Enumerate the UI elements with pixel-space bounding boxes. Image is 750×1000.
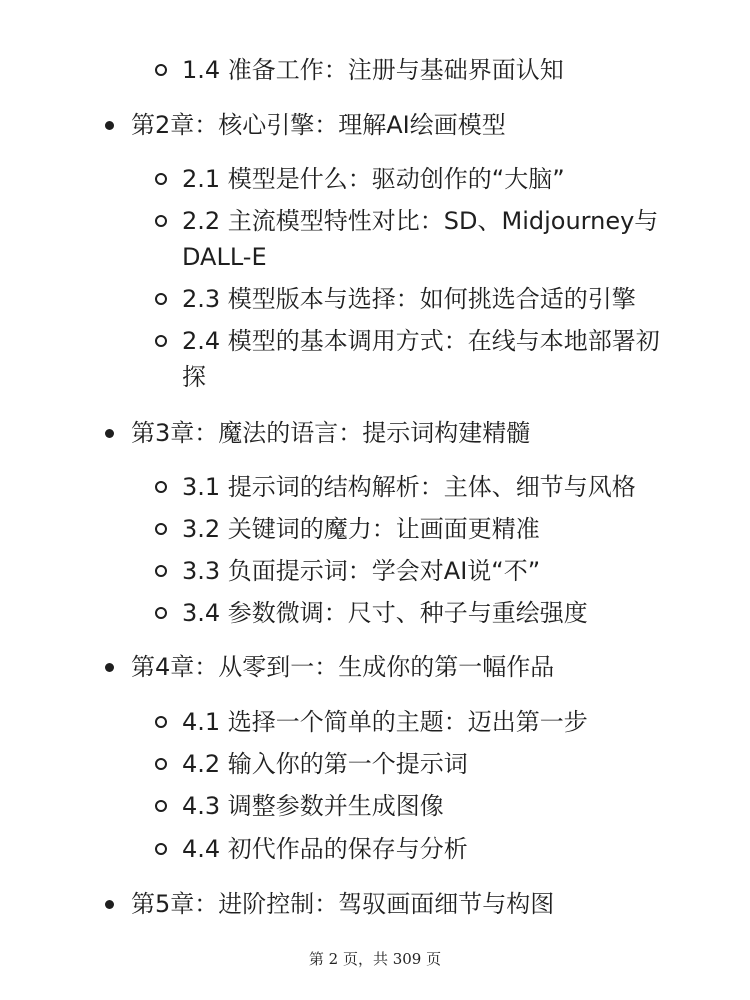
toc-item-chapter xyxy=(105,649,665,685)
toc-item-section xyxy=(155,52,665,88)
toc-item-section xyxy=(155,746,665,782)
toc-item-text: 3.4 参数微调：尺寸、种子与重绘强度 xyxy=(182,599,588,627)
filled-bullet-icon xyxy=(105,121,114,130)
hollow-bullet-icon xyxy=(155,215,167,227)
toc-item-text: 第4章：从零到一：生成你的第一幅作品 xyxy=(131,653,555,681)
toc-item-section xyxy=(155,788,665,824)
toc-item-chapter xyxy=(105,415,665,451)
toc-item-text: 2.4 模型的基本调用方式：在线与本地部署初探 xyxy=(182,327,660,391)
toc-item-chapter xyxy=(105,107,665,143)
hollow-bullet-icon xyxy=(155,758,167,770)
toc-item-text: 3.3 负面提示词：学会对AI说“不” xyxy=(182,557,541,585)
hollow-bullet-icon xyxy=(155,335,167,347)
toc-item-text: 1.4 准备工作：注册与基础界面认知 xyxy=(182,56,564,84)
toc-item-section xyxy=(155,831,665,867)
hollow-bullet-icon xyxy=(155,293,167,305)
toc-item-text: 3.2 关键词的魔力：让画面更精准 xyxy=(182,515,540,543)
toc-item-text: 2.1 模型是什么：驱动创作的“大脑” xyxy=(182,165,565,193)
hollow-bullet-icon xyxy=(155,481,167,493)
toc-item-section xyxy=(155,469,665,505)
toc-item-section xyxy=(155,595,665,631)
filled-bullet-icon xyxy=(105,663,114,672)
toc-item-section xyxy=(155,511,665,547)
toc-item-text: 3.1 提示词的结构解析：主体、细节与风格 xyxy=(182,473,636,501)
filled-bullet-icon xyxy=(105,900,114,909)
toc-item-text: 2.3 模型版本与选择：如何挑选合适的引擎 xyxy=(182,285,636,313)
toc-item-text: 4.1 选择一个简单的主题：迈出第一步 xyxy=(182,708,588,736)
page-number: 第 2 页，共 309 页 xyxy=(308,950,442,968)
toc-item-section xyxy=(155,553,665,589)
toc-item-text: 2.2 主流模型特性对比：SD、Midjourney与DALL-E xyxy=(182,207,659,271)
toc-item-section xyxy=(155,281,665,317)
toc-item-section xyxy=(155,704,665,740)
toc-item-text: 第2章：核心引擎：理解AI绘画模型 xyxy=(131,111,506,139)
toc-item-text: 第3章：魔法的语言：提示词构建精髓 xyxy=(131,419,531,447)
hollow-bullet-icon xyxy=(155,523,167,535)
hollow-bullet-icon xyxy=(155,800,167,812)
hollow-bullet-icon xyxy=(155,173,167,185)
hollow-bullet-icon xyxy=(155,716,167,728)
toc-item-text: 第5章：进阶控制：驾驭画面细节与构图 xyxy=(131,890,555,918)
toc-item-section xyxy=(155,203,665,275)
toc-item-text: 4.3 调整参数并生成图像 xyxy=(182,792,444,820)
toc-item-text: 4.2 输入你的第一个提示词 xyxy=(182,750,468,778)
toc-item-chapter xyxy=(105,886,665,922)
hollow-bullet-icon xyxy=(155,64,167,76)
hollow-bullet-icon xyxy=(155,843,167,855)
toc-item-section xyxy=(155,323,665,395)
hollow-bullet-icon xyxy=(155,565,167,577)
toc-item-section xyxy=(155,161,665,197)
toc-item-text: 4.4 初代作品的保存与分析 xyxy=(182,835,468,863)
filled-bullet-icon xyxy=(105,429,114,438)
hollow-bullet-icon xyxy=(155,607,167,619)
